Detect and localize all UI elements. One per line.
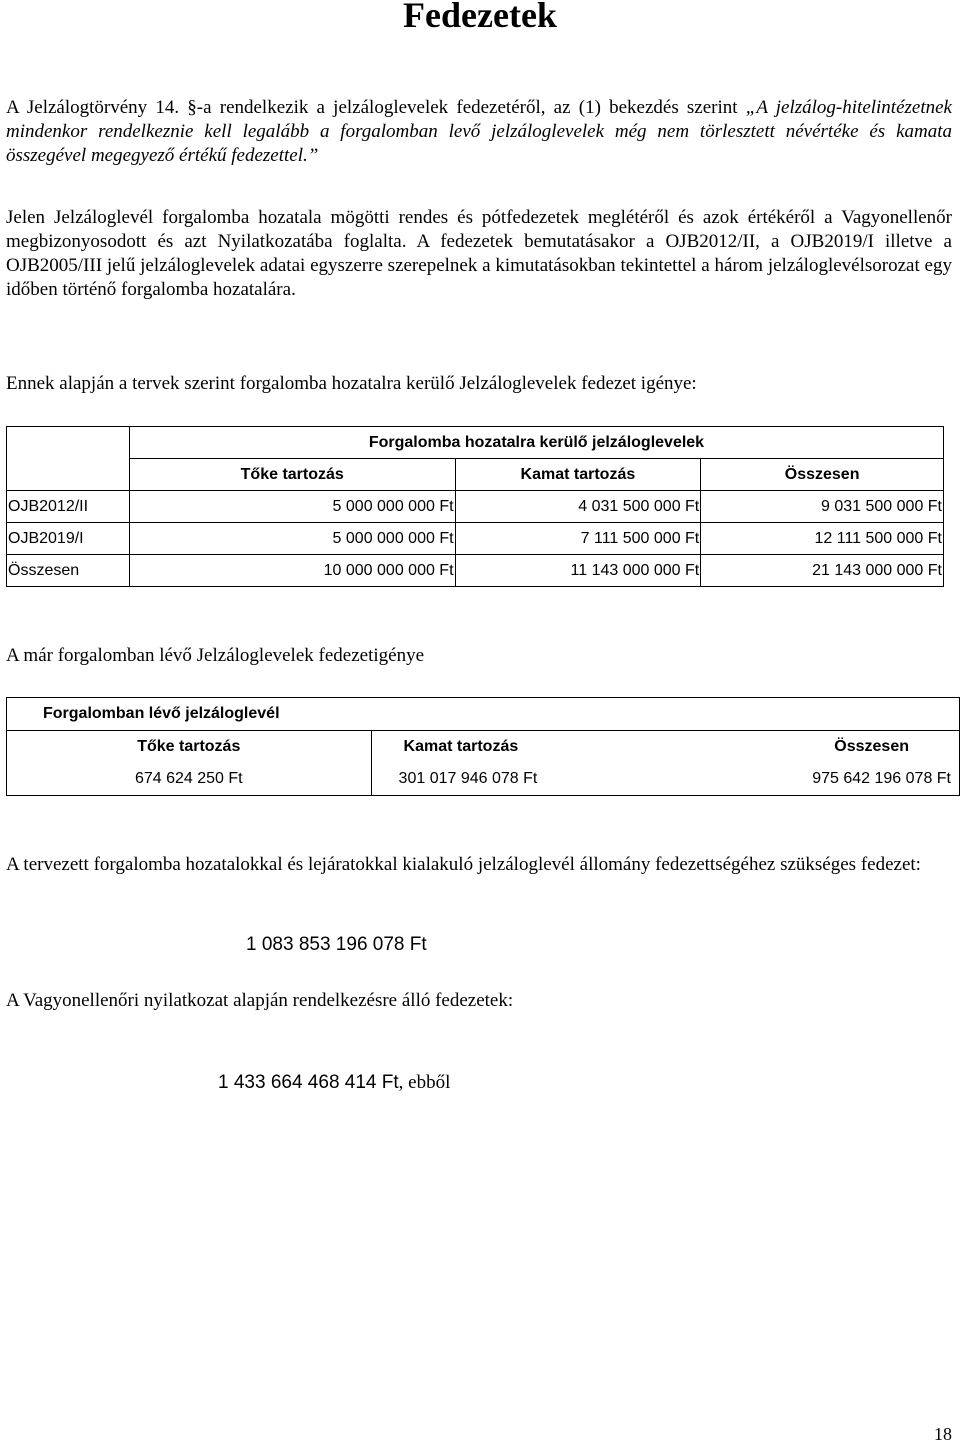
table-corner-cell <box>7 459 130 491</box>
paragraph-available-coverage: A Vagyonellenőri nyilatkozat alapján rendelkezésre álló fedezetek: <box>6 990 514 1011</box>
table-corner-cell <box>7 427 130 459</box>
table-column-header-row <box>7 459 944 491</box>
paragraph-existing-demand: A már forgalomban lévő Jelzáloglevelek fedezetigénye <box>6 645 424 666</box>
column-header: Tőke tartozás <box>129 459 455 491</box>
column-header: Összesen <box>701 459 944 491</box>
cell-interest: 301 017 946 078 Ft <box>371 763 763 796</box>
column-header: Kamat tartozás <box>455 459 701 491</box>
cell-principal: 10 000 000 000 Ft <box>129 555 455 587</box>
cell-principal: 674 624 250 Ft <box>7 763 372 796</box>
available-total: 1 433 664 468 414 Ft <box>218 1072 399 1093</box>
cell-principal: 5 000 000 000 Ft <box>129 491 455 523</box>
table-header-row <box>7 427 944 459</box>
row-label: OJB2019/I <box>7 523 130 555</box>
row-label: OJB2012/II <box>7 491 130 523</box>
existing-bonds-table <box>6 697 960 796</box>
available-suffix: , ebből <box>398 1072 451 1093</box>
table-row <box>7 491 944 523</box>
cell-total: 21 143 000 000 Ft <box>701 555 944 587</box>
paragraph-required-coverage: A tervezett forgalomba hozatalokkal és lejáratokkal kialakuló jelzáloglevél állomány fedezettségéhez szükséges fedezet: <box>6 854 921 875</box>
intro-quote: „A jelzálog-hitelintézetnek mindenkor rendelkeznie kell legalább a forgalomban levő jelzáloglevelek még nem törlesztett névértéke és kamata összegével megegyező értékű fedezettel.” <box>6 97 952 166</box>
page-number: 18 <box>934 1424 952 1444</box>
table-header-row <box>7 698 960 731</box>
cell-total: 975 642 196 078 Ft <box>763 763 960 796</box>
column-header: Tőke tartozás <box>7 731 372 764</box>
intro-text: A Jelzálogtörvény 14. §-a rendelkezik a jelzáloglevelek fedezetéről, az (1) bekezdés szerint <box>6 97 746 118</box>
table-header: Forgalomban lévő jelzáloglevél <box>7 698 960 731</box>
cell-principal: 5 000 000 000 Ft <box>129 523 455 555</box>
cell-total: 12 111 500 000 Ft <box>701 523 944 555</box>
required-total: 1 083 853 196 078 Ft <box>246 934 427 955</box>
table-column-header-row <box>7 731 960 764</box>
table-row <box>7 555 944 587</box>
row-label: Összesen <box>7 555 130 587</box>
column-header: Összesen <box>763 731 960 764</box>
paragraph-demand-intro: Ennek alapján a tervek szerint forgalomba hozatalra kerülő Jelzáloglevelek fedezet igénye: <box>6 373 697 394</box>
cell-total: 9 031 500 000 Ft <box>701 491 944 523</box>
paragraph-collateral: Jelen Jelzáloglevél forgalomba hozatala mögötti rendes és pótfedezetek meglétéről és azok értékéről a Vagyonellenőr megbizonyosodott és azt Nyilatkozatába foglalta. A fedezetek bemutatásakor a OJB2012/II, a OJB2019/I illetve a OJB2005/III jelű jelzáloglevelek adatai egyszerre szerepelnek a kimutatásokban tekintettel a három jelzáloglevélsorozat egy időben történő forgalomba hozatalára. <box>6 207 952 300</box>
table-row <box>7 523 944 555</box>
cell-interest: 4 031 500 000 Ft <box>455 491 701 523</box>
cell-interest: 7 111 500 000 Ft <box>455 523 701 555</box>
table-row <box>7 763 960 796</box>
intro-paragraph <box>6 96 952 168</box>
available-total-line <box>218 1072 450 1094</box>
new-issue-table <box>6 426 944 587</box>
cell-interest: 11 143 000 000 Ft <box>455 555 701 587</box>
page-title: Fedezetek <box>403 0 557 35</box>
column-header: Kamat tartozás <box>371 731 763 764</box>
table-group-header: Forgalomba hozatalra kerülő jelzáloglevelek <box>129 427 943 459</box>
